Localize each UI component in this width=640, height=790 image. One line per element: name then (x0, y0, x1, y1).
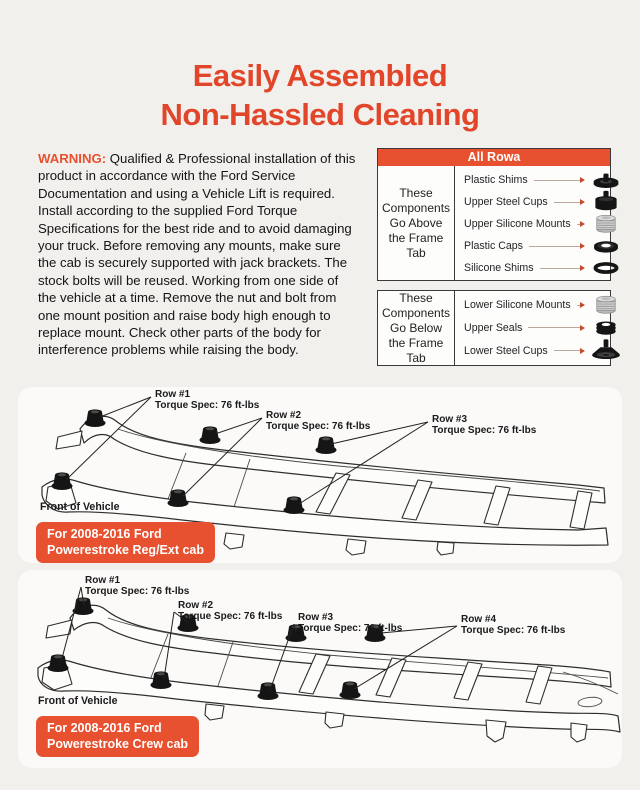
row3-torque: Torque Spec: 76 ft-lbs (298, 623, 403, 634)
leader-line (554, 348, 585, 354)
outrigger-tab (224, 533, 244, 549)
component-label: Plastic Shims (464, 174, 528, 186)
upper-silicone-mounts-icon (589, 212, 623, 236)
crossmember (402, 480, 432, 520)
above-rows (455, 166, 631, 280)
plastic-shims-icon (589, 168, 623, 192)
page-title (0, 56, 640, 134)
component-row (464, 235, 623, 257)
component-label: Upper Seals (464, 321, 523, 334)
leader-line (534, 177, 585, 183)
mount-row4-near (340, 681, 361, 699)
mount-row1-near (48, 654, 69, 672)
component-row (464, 169, 623, 191)
silicone-shims-icon (589, 256, 623, 280)
leader-line (529, 243, 585, 249)
row2-torque: Torque Spec: 76 ft-lbs (266, 421, 371, 432)
component-row (464, 213, 623, 235)
outrigger-tab (346, 539, 366, 555)
arrow-icon (580, 177, 585, 183)
lower-silicone-mounts-icon (589, 293, 623, 317)
shackle-hanger (486, 720, 506, 742)
component-row (464, 340, 623, 362)
plastic-caps-icon (589, 234, 623, 258)
fitment-badge-crew (36, 716, 199, 757)
leader-line (577, 302, 585, 308)
row4-torque: Torque Spec: 76 ft-lbs (461, 625, 566, 636)
row2-label: Row #2 (178, 600, 214, 611)
warning-label: WARNING: (38, 151, 107, 166)
component-label: Upper Steel Cups (464, 196, 548, 208)
component-label: Upper Silicone Mounts (464, 218, 571, 230)
components-table-header: All Rowa (378, 149, 610, 166)
mount-row2-far (200, 426, 221, 444)
arrow-icon (580, 325, 585, 331)
mount-row3-near (284, 496, 305, 514)
mount-row1-near (52, 472, 73, 490)
row3-torque: Torque Spec: 76 ft-lbs (432, 425, 537, 436)
row1-label: Row #1 (85, 575, 121, 586)
components-table-above (377, 148, 611, 281)
components-table-below (377, 290, 611, 366)
component-label: Plastic Caps (464, 240, 523, 252)
outrigger-tab (205, 704, 224, 720)
badge-line1: For 2008-2016 Ford (47, 721, 162, 735)
below-rows (455, 291, 631, 365)
outrigger-tab (325, 712, 344, 728)
above-side-label: These Components Go Above the Frame Tab (378, 166, 455, 280)
page-title-line1: Easily Assembled (192, 58, 448, 93)
upper-seals-icon (589, 316, 623, 340)
leader-line (528, 325, 584, 331)
front-of-vehicle-label: Front of Vehicle (40, 501, 120, 513)
front-of-vehicle-label: Front of Vehicle (38, 695, 118, 707)
mount-row3-far (316, 436, 337, 454)
crossmember (316, 473, 350, 514)
rear-frame-slot (578, 696, 603, 708)
row3-label: Row #3 (298, 612, 334, 623)
component-label: Lower Silicone Mounts (464, 299, 571, 312)
arrow-icon (580, 221, 585, 227)
badge-line2: Powerestroke Reg/Ext cab (47, 542, 205, 557)
leader-line (577, 221, 585, 227)
warning-text: Qualified & Professional installation of this product in accordance with the Ford Service Documentation and using a Vehicle Lift is required. Install according to the supplied Ford Torque Specifications for the best ride and to avoid damaging your truck. Before removing any mounts, make sure the cab is securely supported with jack brackets. The stock bolts will be reused. Working from one side of the vehicle at a time. Remove the nut and bolt from one mount position and raise body high enough to replace mount. Check other parts of the body for interference problems while raising the body. (38, 151, 356, 358)
below-side-label: These Components Go Below the Frame Tab (378, 291, 455, 365)
front-horn-far (56, 431, 82, 449)
fitment-badge-reg-ext (36, 522, 215, 563)
component-label: Silicone Shims (464, 262, 534, 274)
row1-label: Row #1 (155, 389, 191, 400)
component-row (464, 317, 623, 339)
shackle-hanger (571, 723, 587, 742)
mount-row3-near (258, 682, 279, 700)
far-frame-rail (70, 605, 611, 687)
component-label: Lower Steel Cups (464, 344, 548, 357)
row3-label: Row #3 (432, 414, 468, 425)
leader-line (554, 199, 585, 205)
row4-label: Row #4 (461, 614, 497, 625)
arrow-icon (580, 348, 585, 354)
leader-line (540, 265, 585, 271)
page-title-line2: Non-Hassled Cleaning (160, 97, 480, 132)
row1-torque: Torque Spec: 76 ft-lbs (155, 400, 260, 411)
lower-steel-cups-icon (589, 339, 623, 363)
mount-row2-near (151, 671, 172, 689)
arrow-icon (580, 199, 585, 205)
component-row (464, 294, 623, 316)
component-row (464, 257, 623, 279)
badge-line2: Powerestroke Crew cab (47, 736, 189, 751)
outrigger-tab (437, 542, 454, 555)
arrow-icon (580, 265, 585, 271)
component-row (464, 191, 623, 213)
diagram-crew-card (18, 570, 622, 768)
mount-row1-far (85, 409, 106, 427)
row1-torque: Torque Spec: 76 ft-lbs (85, 586, 190, 597)
arrow-icon (580, 302, 585, 308)
arrow-icon (580, 243, 585, 249)
diagram-reg-ext-card (18, 387, 622, 563)
warning-paragraph (38, 150, 360, 359)
row2-label: Row #2 (266, 410, 302, 421)
upper-steel-cups-icon (589, 190, 623, 214)
badge-line1: For 2008-2016 Ford (47, 527, 162, 541)
row2-torque: Torque Spec: 76 ft-lbs (178, 611, 283, 622)
